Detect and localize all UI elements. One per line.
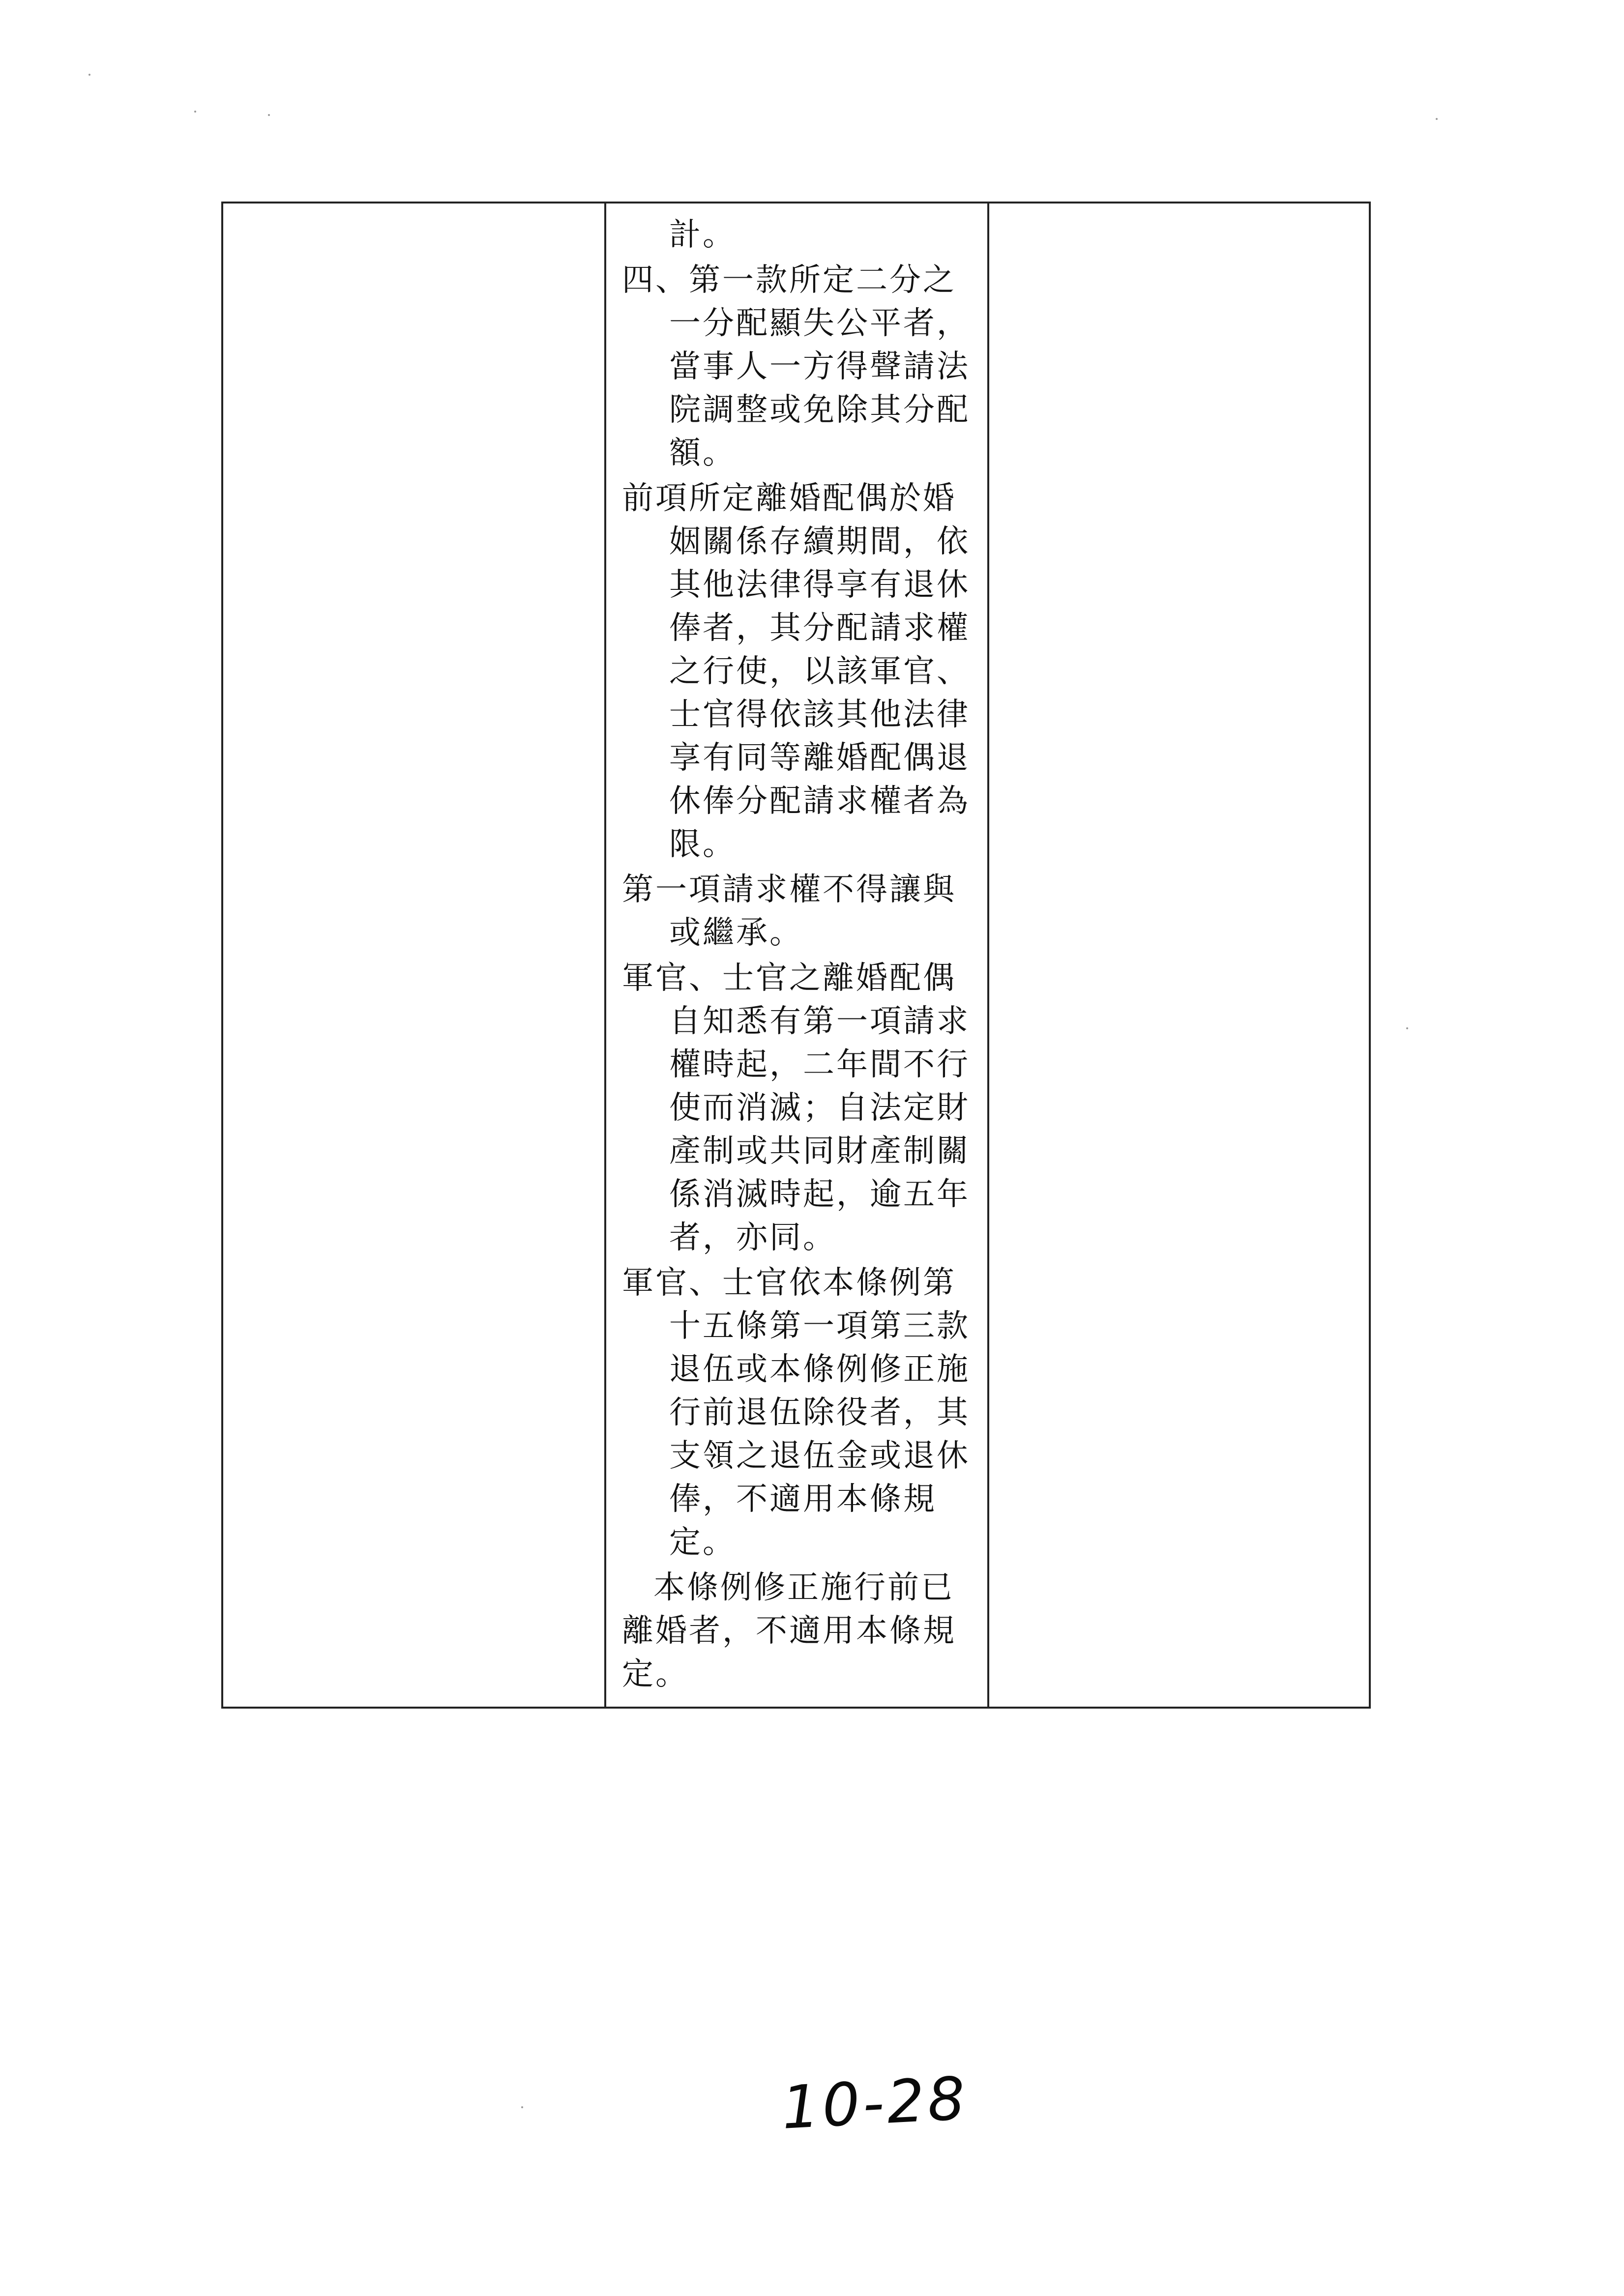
scan-speck: [1406, 1027, 1408, 1029]
left-column-cell: [222, 203, 605, 1708]
handwritten-page-number: 10-28: [780, 2064, 970, 2143]
clause-paragraph: 軍官、士官依本條例第十五條第一項第三款退伍或本條例修正施行前退伍除役者，其支領之退伍金或退休俸，不適用本條規定。: [622, 1265, 970, 1561]
scan-speck: [521, 2106, 523, 2108]
table-row: [222, 203, 1370, 1708]
clause-paragraph: 軍官、士官之離婚配偶自知悉有第一項請求權時起，二年間不行使而消滅；自法定財產制或共同財產制關係消滅時起，逾五年者，亦同。: [622, 960, 970, 1256]
clause-paragraph: 第一項請求權不得讓與或繼承。: [622, 872, 956, 951]
clause-paragraph: 前項所定離婚配偶於婚姻關係存續期間，依其他法律得享有退休俸者，其分配請求權之行使，以該軍官、士官得依該其他法律享有同等離婚配偶退休俸分配請求權者為限。: [622, 480, 970, 863]
scan-speck: [1436, 118, 1438, 120]
clause-item-four: 四、第一款所定二分之一分配顯失公平者，當事人一方得聲請法院調整或免除其分配額。: [622, 262, 970, 471]
clause-continuation: 計。: [669, 217, 736, 253]
right-column-cell: [988, 203, 1370, 1708]
scan-speck: [89, 74, 90, 76]
clause-paragraph: 本條例修正施行前已離婚者，不適用本條規定。: [622, 1569, 956, 1692]
scan-speck: [194, 111, 196, 113]
middle-column-content: [606, 203, 987, 1707]
middle-column-cell: [605, 203, 988, 1708]
scan-speck: [268, 114, 270, 116]
comparison-table: [221, 202, 1371, 1709]
